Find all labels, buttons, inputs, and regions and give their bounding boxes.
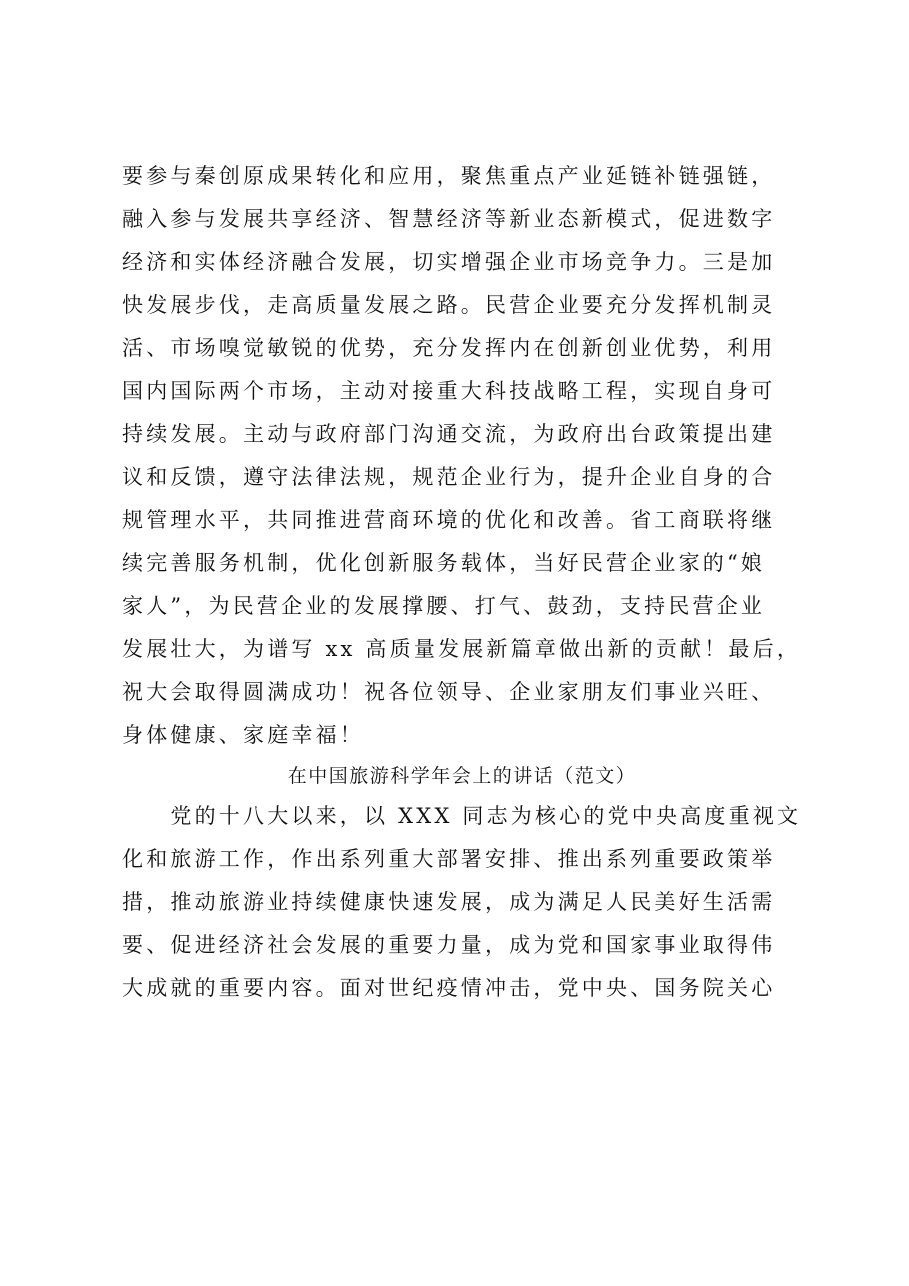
- paragraph-line: 祝大会取得圆满成功！祝各位领导、企业家朋友们事业兴旺、: [122, 680, 776, 704]
- document-body: [122, 155, 802, 1010]
- paragraph-line: 经济和实体经济融合发展，切实增强企业市场竞争力。三是加: [122, 250, 776, 274]
- paragraph-line: 活、市场嗅觉敏锐的优势，充分发挥内在创新创业优势，利用: [122, 336, 776, 360]
- paragraph-line: 措，推动旅游业持续健康快速发展，成为满足人民美好生活需: [122, 890, 776, 914]
- paragraph-line: 续完善服务机制，优化创新服务载体，当好民营企业家的“娘: [122, 551, 766, 575]
- paragraph-line: 议和反馈，遵守法律法规，规范企业行为，提升企业自身的合: [122, 465, 776, 489]
- paragraph-line: 党的十八大以来，以 XXX 同志为核心的党中央高度重视文: [122, 804, 802, 828]
- paragraph-line: 规管理水平，共同推进营商环境的优化和改善。省工商联将继: [122, 508, 776, 532]
- paragraph-line: 发展壮大，为谱写 xx 高质量发展新篇章做出新的贡献！最后，: [122, 637, 802, 661]
- paragraph-line: 家人”，为民营企业的发展撑腰、打气、鼓劲，支持民营企业: [122, 594, 766, 618]
- paragraph-line: 要参与秦创原成果转化和应用，聚焦重点产业延链补链强链，: [122, 164, 776, 188]
- paragraph-line: 大成就的重要内容。面对世纪疫情冲击，党中央、国务院关心: [122, 976, 776, 1000]
- paragraph-line: 快发展步伐，走高质量发展之路。民营企业要充分发挥机制灵: [122, 293, 776, 317]
- paragraph-line: 融入参与发展共享经济、智慧经济等新业态新模式，促进数字: [122, 207, 776, 231]
- paragraph-line: 国内国际两个市场，主动对接重大科技战略工程，实现自身可: [122, 379, 776, 403]
- section-title: 在中国旅游科学年会上的讲话（范文）: [287, 765, 637, 787]
- paragraph-line: 要、促进经济社会发展的重要力量，成为党和国家事业取得伟: [122, 933, 776, 957]
- paragraph-line: 持续发展。主动与政府部门沟通交流，为政府出台政策提出建: [122, 422, 776, 446]
- paragraph-line: 身体健康、家庭幸福！: [122, 723, 364, 747]
- paragraph-line: 化和旅游工作，作出系列重大部署安排、推出系列重要政策举: [122, 847, 776, 871]
